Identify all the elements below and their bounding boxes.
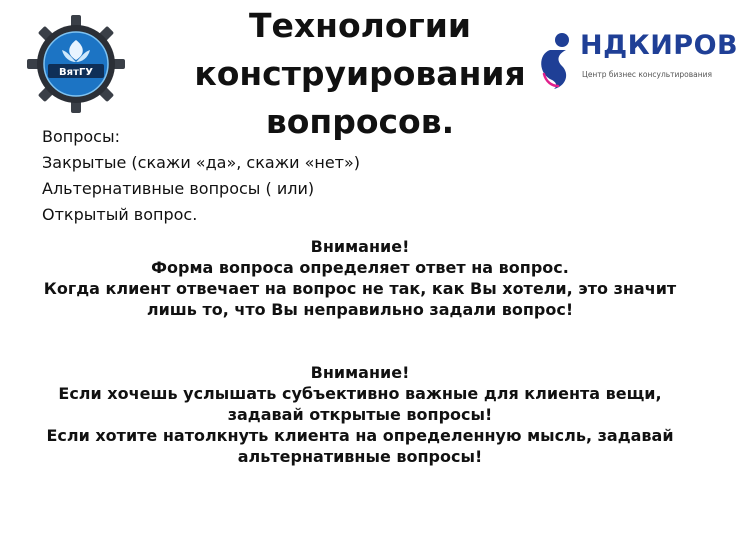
note-heading: Внимание!: [310, 237, 410, 256]
vyatgu-logo-text: ВятГУ: [59, 67, 93, 78]
title-line-1: Технологии: [249, 6, 471, 45]
note-heading: Внимание!: [310, 363, 410, 382]
brand-figure-icon: [536, 30, 576, 90]
question-types-list: [42, 124, 360, 228]
attention-note-2: [20, 362, 700, 467]
list-item: Закрытые (скажи «да», скажи «нет»): [42, 153, 361, 172]
note-line: Если хотите натолкнуть клиента на определенную мысль, задавай альтернативные вопросы!: [46, 426, 674, 466]
note-line: Форма вопроса определяет ответ на вопрос.: [151, 258, 569, 277]
university-gear-emblem-icon: [26, 14, 126, 114]
note-line: Если хочешь услышать субъективно важные для клиента вещи, задавай открытые вопросы!: [58, 384, 662, 424]
ndkirov-brand-text: НДКИРОВ: [580, 30, 738, 61]
list-heading: Вопросы:: [42, 127, 120, 146]
list-item: Открытый вопрос.: [42, 205, 198, 224]
title-line-3: вопросов.: [265, 102, 455, 141]
list-item: Альтернативные вопросы ( или): [42, 179, 315, 198]
ndkirov-tagline: Центр бизнес консультирования: [582, 70, 713, 79]
attention-note-1: [20, 236, 700, 320]
title-line-2: конструирования: [194, 54, 526, 93]
note-line: Когда клиент отвечает на вопрос не так, как Вы хотели, это значит лишь то, что Вы неправильно задали вопрос!: [43, 279, 677, 319]
ndkirov-logo: [536, 28, 738, 92]
vyatgu-logo: [26, 14, 126, 114]
